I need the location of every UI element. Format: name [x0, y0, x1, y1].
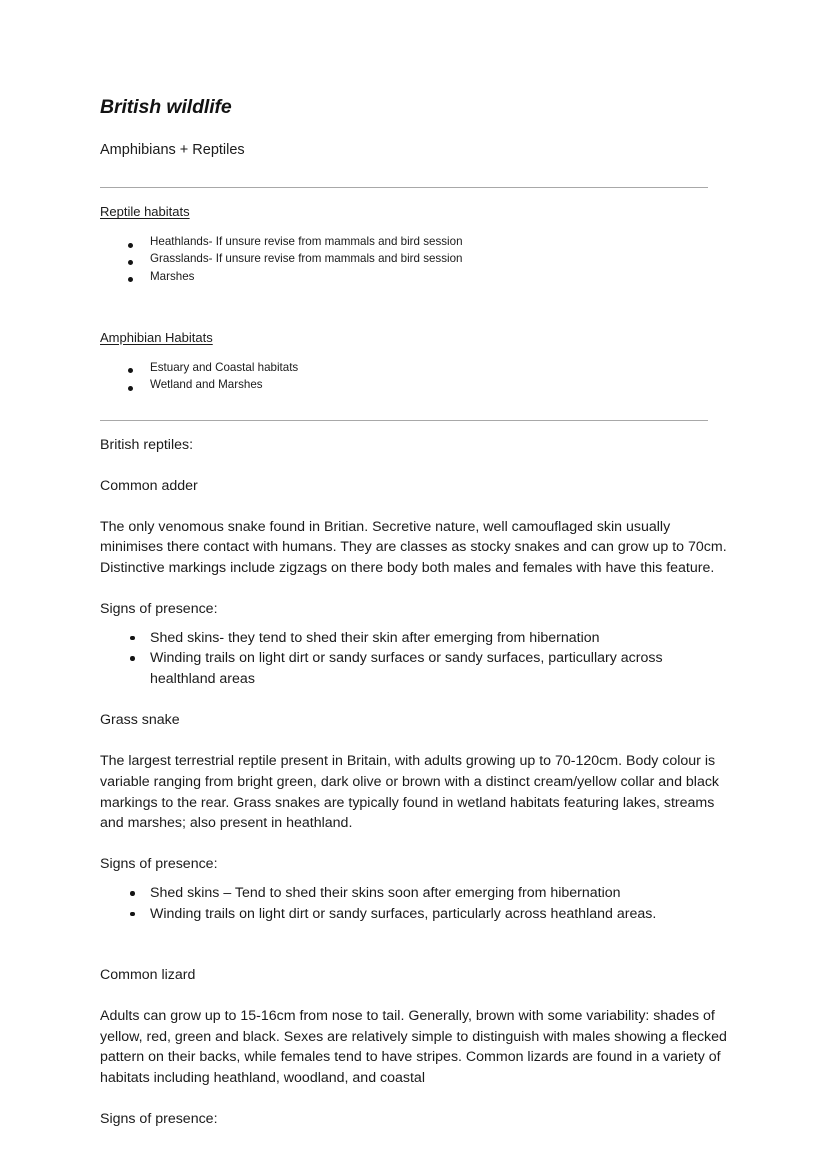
reptile-habitat-list — [100, 233, 728, 285]
list-item: Wetland and Marshes — [100, 376, 728, 393]
signs-list-grass-snake — [100, 883, 728, 924]
list-item: Winding trails on light dirt or sandy surfaces, particularly across heathland areas. — [100, 904, 728, 925]
section-label-reptile-habitats: Reptile habitats — [100, 204, 190, 220]
species-description-grass-snake: The largest terrestrial reptile present in Britain, with adults growing up to 70-120cm. Body colour is variable ranging from bright green, dark olive or brown with a distinct cream/yellow collar and black markings to the rear. Grass snakes are typically found in wetland habitats featuring lakes, streams and marshes; also present in heathland. — [100, 753, 720, 832]
species-name-common-lizard: Common lizard — [100, 966, 196, 983]
signs-heading-common-lizard: Signs of presence: — [100, 1110, 218, 1127]
spacer — [100, 421, 728, 435]
species-description-common-lizard: Adults can grow up to 15-16cm from nose to tail. Generally, brown with some variability: shades of yellow, red, green and black. Sexes are relatively simple to distinguish with males showing a flecked pattern on their backs, while females tend to have stripes. Common lizards are found in a variety of habitats including heathland, woodland, and coastal — [100, 1007, 727, 1086]
list-item: Marshes — [100, 268, 728, 285]
species-name-common-adder: Common adder — [100, 477, 198, 494]
species-name-grass-snake: Grass snake — [100, 712, 180, 729]
spacer — [100, 924, 728, 944]
signs-heading-grass-snake: Signs of presence: — [100, 856, 218, 873]
list-item: Grasslands- If unsure revise from mammals and bird session — [100, 250, 728, 267]
document-body — [100, 96, 728, 1130]
list-item: Estuary and Coastal habitats — [100, 359, 728, 376]
amphibian-habitat-list — [100, 359, 728, 394]
british-reptiles-intro: British reptiles: — [100, 436, 194, 453]
list-item: Heathlands- If unsure revise from mammals and bird session — [100, 233, 728, 250]
divider-top — [100, 187, 708, 188]
species-description-common-adder: The only venomous snake found in Britian. Secretive nature, well camouflaged skin usually minimises there contact with humans. They are classes as stocky snakes and can grow up to 70cm. Distinctive markings include zigzags on there body both males and females with have this feature. — [100, 518, 727, 577]
section-label-amphibian-habitats: Amphibian Habitats — [100, 330, 213, 346]
page-title: British wildlife — [100, 96, 232, 118]
signs-list-common-adder — [100, 628, 728, 690]
page-subtitle: Amphibians + Reptiles — [100, 142, 245, 159]
signs-heading-common-adder: Signs of presence: — [100, 601, 218, 618]
list-item: Shed skins – Tend to shed their skins soon after emerging from hibernation — [100, 883, 728, 904]
list-item: Winding trails on light dirt or sandy surfaces or sandy surfaces, particullary across healthland areas — [100, 648, 728, 689]
list-item: Shed skins- they tend to shed their skin after emerging from hibernation — [100, 628, 728, 649]
